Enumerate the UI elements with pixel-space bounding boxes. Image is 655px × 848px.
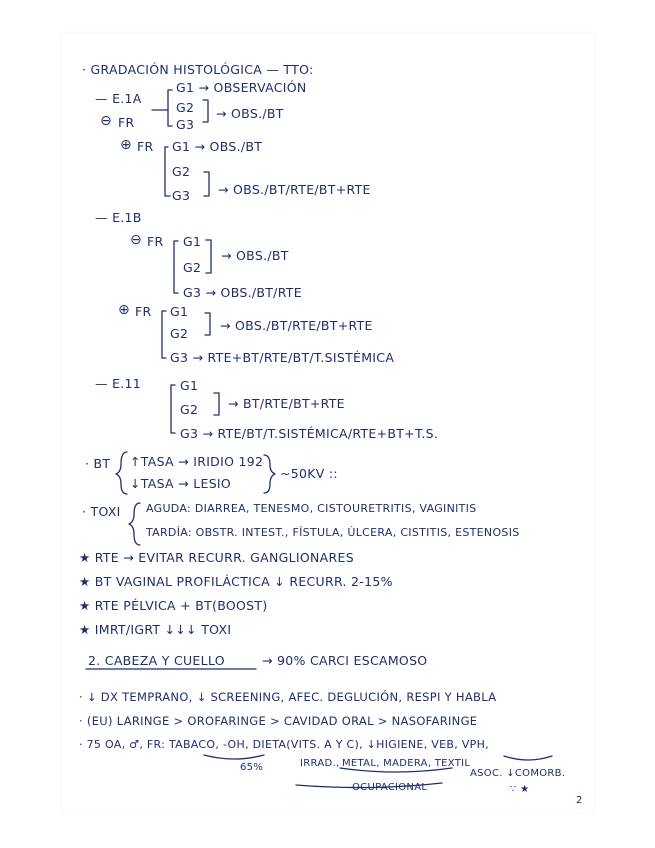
bullet-line: · ↓ DX TEMPRANO, ↓ SCREENING, AFEC. DEGLUCIÓN, RESPI Y HABLA — [79, 690, 497, 704]
negative-circle-icon: ⊖ — [130, 232, 143, 248]
bullet-sub-pct: 65% — [240, 762, 264, 773]
e2-g3: G3 → RTE/BT/T.SISTÉMICA/RTE+BT+T.S. — [180, 426, 439, 441]
bullet-line: · 75 OA, ♂, FR: TABACO, -OH, DIETA(VITS. A Y C), ↓HIGIENE, VEB, VPH, — [79, 738, 489, 751]
bullet-line: · (EU) LARINGE > OROFARINGE > CAVIDAD ORAL > NASOFARINGE — [79, 714, 478, 728]
e1b-pos-g2: G2 — [170, 326, 189, 341]
toxi-acute: AGUDA: DIARREA, TENESMO, CISTOURETRITIS, VAGINITIS — [146, 502, 477, 515]
page-number: 2 — [576, 795, 583, 806]
bt-label: · BT — [85, 456, 111, 471]
positive-circle-icon: ⊕ — [118, 302, 131, 318]
e1b-pos-g3: G3 → RTE+BT/RTE/BT/T.SISTÉMICA — [170, 350, 395, 365]
bullet-sub-marks: ∵ ★ — [510, 784, 530, 795]
section-heading-tail: → 90% CARCI ESCAMOSO — [262, 653, 428, 668]
e1b-neg-g3: G3 → OBS./BT/RTE — [183, 285, 302, 300]
e1a-pos-fr: FR — [137, 139, 154, 154]
e1b-neg-g1: G1 — [183, 234, 202, 249]
e1a-pos-g2: G2 — [172, 164, 191, 179]
e1a-neg-g2: G2 — [176, 100, 195, 115]
e2-g2: G2 — [180, 402, 199, 417]
star-note: ★ RTE PÉLVICA + BT(BOOST) — [79, 598, 268, 613]
e1b-pos-g1g2-tx: → OBS./BT/RTE/BT+RTE — [220, 318, 373, 333]
star-note: ★ BT VAGINAL PROFILÁCTICA ↓ RECURR. 2-15% — [79, 574, 393, 589]
e1b-neg-g2: G2 — [183, 260, 202, 275]
star-note: ★ IMRT/IGRT ↓↓↓ TOXI — [79, 622, 232, 637]
e1b-neg-fr: FR — [147, 234, 164, 249]
bullet-sub-irrad: IRRAD., — [300, 758, 340, 769]
e1a-pos-g2g3-tx: → OBS./BT/RTE/BT+RTE — [218, 182, 371, 197]
e2-g1g2-tx: → BT/RTE/BT+RTE — [228, 396, 345, 411]
stage-e1b-label: — E.1B — [95, 210, 142, 225]
e1a-neg-g1: G1 → OBSERVACIÓN — [176, 80, 307, 95]
e1a-neg-g3: G3 — [176, 117, 195, 132]
stage-e2-label: — E.11 — [95, 376, 142, 391]
e1b-neg-g1g2-tx: → OBS./BT — [221, 248, 289, 263]
bullet-sub-jobs: METAL, MADERA, TEXTIL — [342, 758, 471, 769]
e1a-pos-g1: G1 → OBS./BT — [172, 139, 263, 154]
positive-circle-icon: ⊕ — [120, 137, 133, 153]
bt-low-rate: ↓TASA → LESIO — [130, 476, 232, 491]
star-note: ★ RTE → EVITAR RECURR. GANGLIONARES — [79, 550, 354, 565]
e1b-pos-g1: G1 — [170, 304, 189, 319]
toxi-late: TARDÍA: OBSTR. INTEST., FÍSTULA, ÚLCERA, CISTITIS, ESTENOSIS — [146, 526, 520, 539]
section-heading: 2. CABEZA Y CUELLO — [88, 653, 225, 668]
e1a-pos-g3: G3 — [172, 188, 191, 203]
bt-high-rate: ↑TASA → IRIDIO 192 — [130, 454, 264, 469]
stage-e1a-label: — E.1A — [95, 91, 142, 106]
negative-circle-icon: ⊖ — [100, 113, 113, 129]
bt-result: ~50KV :: — [280, 466, 338, 481]
page-title: · GRADACIÓN HISTOLÓGICA — TTO: — [82, 62, 314, 77]
e1a-neg-fr: FR — [118, 115, 135, 130]
e1a-neg-g2g3-tx: → OBS./BT — [216, 106, 284, 121]
e1b-pos-fr: FR — [135, 304, 152, 319]
bullet-sub-occupational: OCUPACIONAL — [352, 782, 428, 793]
toxi-label: · TOXI — [82, 504, 121, 519]
bullet-sub-assoc: ASOC. ↓COMORB. — [470, 768, 566, 779]
e2-g1: G1 — [180, 378, 199, 393]
